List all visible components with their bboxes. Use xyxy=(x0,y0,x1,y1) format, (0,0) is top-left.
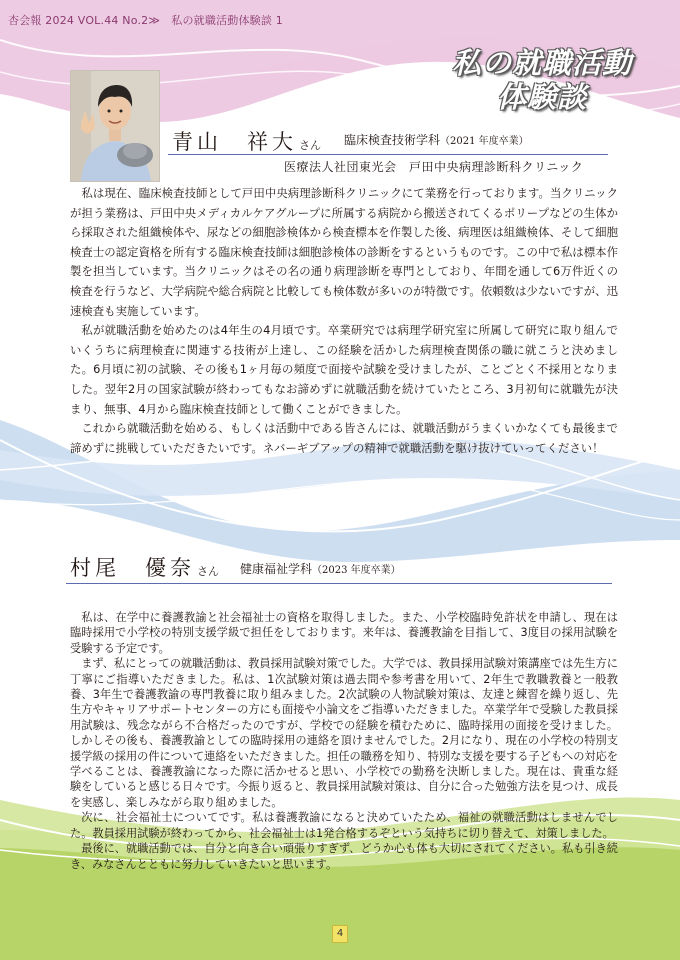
person1-honorific: さん xyxy=(299,139,321,152)
person1-essay xyxy=(70,184,618,458)
page-title xyxy=(452,46,632,114)
person1-paragraph: 私が就職活動を始めたのは4年生の4月頃です。卒業研究では病理学研究室に所属して研究に取り組んでいくうちに病理検査に関連する技術が上達し、この経験を活かした病理検査関係の職に就こうと決めました。6月頃に初の試験、その後も1ヶ月毎の頻度で面接や試験を受けましたが、ことごとく不採用となりました。翌年2月の国家試験が終わってもなお諦めずに就職活動を続けていたところ、3月初旬に就職先が決まり、無事、4月から臨床検査技師として働くことができました。 xyxy=(70,323,618,416)
person1-graduation-year: （2021 年度卒業） xyxy=(440,136,529,147)
person2-department xyxy=(240,560,401,577)
person2-name xyxy=(70,552,219,582)
person1-name-text: 青山 祥大 xyxy=(172,130,297,154)
person2-paragraph: まず、私にとっての就職活動は、教員採用試験対策でした。大学では、教員採用試験対策講座では先生方に丁寧にご指導いただきました。私は、1次試験対策は過去問や参考書を用いて、2年生で教職教養と一般教養、3年生で養護教諭の専門教養に取り組みました。2次試験の人物試験対策は、友達と練習を繰り返し、先生方やキャリアサポートセンターの方にも面接や小論文をご指導いただきました。卒業学年で受験した教員採用試験は、残念ながら不合格だったのですが、学校での経験を積むために、臨時採用の面接を受けました。しかしその後も、養護教諭としての臨時採用の連絡を頂けませんでした。2月になり、現在の小学校の特別支援学級の採用の件について連絡をいただきました。担任の職務を知り、特別な支援を要する子どもへの対応を学べることは、養護教諭になった際に活かせると思い、小学校での勤務を決断しました。現在は、貴重な経験をしていると感じる日々です。今振り返ると、教員採用試験対策は、自分に合った勉強方法を見つけ、成長を実感し、楽しみながら取り組めました。 xyxy=(70,657,618,809)
person1-company: 医療法人社団東光会 戸田中央病理診断科クリニック xyxy=(284,160,584,174)
person2-paragraph: 次に、社会福祉士についてです。私は養護教諭になると決めていたため、福祉の就職活動はしませんでした。教員採用試験が終わってから、社会福祉士は1発合格するぞという気持ちに切り替えて、対策しました。 xyxy=(70,811,618,840)
person2-department-name: 健康福祉学科 xyxy=(240,562,313,576)
person1-name-divider xyxy=(168,154,608,155)
person2-essay xyxy=(70,610,618,872)
person1-paragraph: 私は現在、臨床検査技師として戸田中央病理診断科クリニックにて業務を行っております。当クリニックが担う業務は、戸田中央メディカルケアグループに所属する病院から搬送されてくるポリープなどの生体から採取された組織検体や、尿などの細胞診検体から検査標本を作製した後、病理医は組織検体、そして細胞検査士の認定資格を所有する臨床検査技師は細胞診検体の診断をするというものです。この中で私は標本作製を担当しています。当クリニックはその名の通り病理診断を専門としており、年間を通して6万件近くの検査を行うなど、大学病院や総合病院と比較しても検体数が多いのが特徴です。依頼数は少ないですが、迅速検査も実施しています。 xyxy=(70,186,618,318)
page-number: 4 xyxy=(332,925,348,943)
person2-paragraph: 最後に、就職活動では、自分と向き合い頑張りすぎず、どうか心も体も大切にされてください。私も引き続き、みなさんとともに努力していきたいと思います。 xyxy=(70,842,618,871)
person2-honorific: さん xyxy=(197,565,219,578)
running-header: 杏会報 2024 VOL.44 No.2≫ 私の就職活動体験談 1 xyxy=(8,14,283,27)
person2-paragraph: 私は、在学中に養護教諭と社会福祉士の資格を取得しました。また、小学校臨時免許状を申請し、現在は臨時採用で小学校の特別支援学級で担任をしております。来年は、養護教諭を目指して、3度目の採用試験を受験する予定です。 xyxy=(70,611,618,655)
person1-name xyxy=(172,126,321,156)
person1-department xyxy=(344,131,529,148)
person2-name-text: 村尾 優奈 xyxy=(70,556,195,580)
portrait-photo-aoyama xyxy=(70,70,160,182)
person1-department-name: 臨床検査技術学科 xyxy=(344,133,441,147)
page-title-line1: 私の就職活動 xyxy=(451,46,632,80)
person2-name-divider xyxy=(66,583,612,584)
person2-graduation-year: （2023 年度卒業） xyxy=(312,565,401,576)
page-title-line2: 体験談 xyxy=(496,80,587,114)
person1-paragraph: これから就職活動を始める、もしくは活動中である皆さんには、就職活動がうまくいかなくても最後まで諦めずに挑戦していただきたいです。ネバーギブアップの精神で就職活動を駆け抜けていってください！ xyxy=(70,421,618,455)
